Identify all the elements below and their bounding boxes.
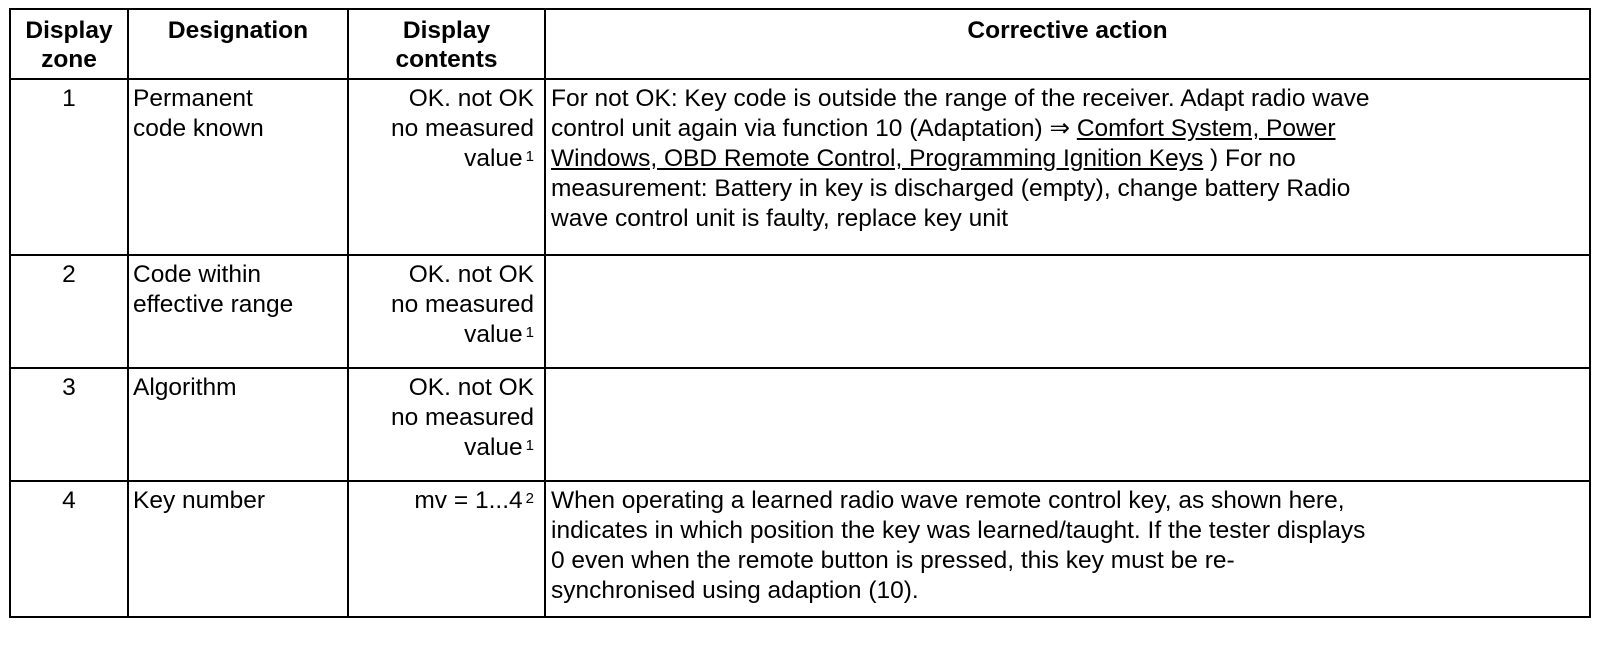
- header-display-zone: Display zone: [10, 9, 128, 79]
- cell-zone: 3: [10, 368, 128, 481]
- cell-zone: 4: [10, 481, 128, 617]
- header-row: [10, 9, 1590, 79]
- table-container: [9, 8, 1591, 618]
- cell-corrective-action: [545, 255, 1590, 368]
- cell-designation: Algorithm: [128, 368, 348, 481]
- diagnostic-table: [9, 8, 1591, 618]
- cell-designation: Permanent code known: [128, 79, 348, 255]
- header-designation: Designation: [128, 9, 348, 79]
- table-row: [10, 79, 1590, 255]
- table-row: [10, 481, 1590, 617]
- cell-zone: 1: [10, 79, 128, 255]
- comfort-system-link-cont[interactable]: Windows, OBD Remote Control, Programming Ignition Keys: [551, 145, 1204, 172]
- footnote-marker: 2: [525, 490, 534, 507]
- header-display-contents: Display contents: [348, 9, 545, 79]
- cell-corrective-action: When operating a learned radio wave remote control key, as shown here, indicates in which position the key was learned/taught. If the tester displays 0 even when the remote button is pressed, this key must be re- synchronised using adaption (10).: [545, 481, 1590, 617]
- header-corrective-action: Corrective action: [545, 9, 1590, 79]
- cell-display-contents: OK. not OK no measured value $^1$: [348, 79, 545, 255]
- cell-display-contents: OK. not OK no measured value $^1$: [348, 368, 545, 481]
- footnote-marker: 1: [525, 324, 534, 341]
- footnote-marker: 1: [525, 148, 534, 165]
- comfort-system-link[interactable]: Comfort System, Power: [1076, 115, 1336, 142]
- cell-display-contents: mv = 1...4 $^2$: [348, 481, 545, 617]
- cell-zone: 2: [10, 255, 128, 368]
- table-row: [10, 368, 1590, 481]
- cell-designation: Code within effective range: [128, 255, 348, 368]
- cell-corrective-action: [545, 368, 1590, 481]
- footnote-marker: 1: [525, 437, 534, 454]
- cell-designation: Key number: [128, 481, 348, 617]
- cell-display-contents: OK. not OK no measured value $^1$: [348, 255, 545, 368]
- table-row: [10, 255, 1590, 368]
- cell-corrective-action: For not OK: Key code is outside the range of the receiver. Adapt radio wave control unit again via function 10 (Adaptation) ⇒ Comfort System, Power Windows, OBD Remote Control, Programming Ignition Keys ) For no measurement: Battery in key is discharged (empty), change battery Radio wave control unit is faulty, replace key unit: [545, 79, 1590, 255]
